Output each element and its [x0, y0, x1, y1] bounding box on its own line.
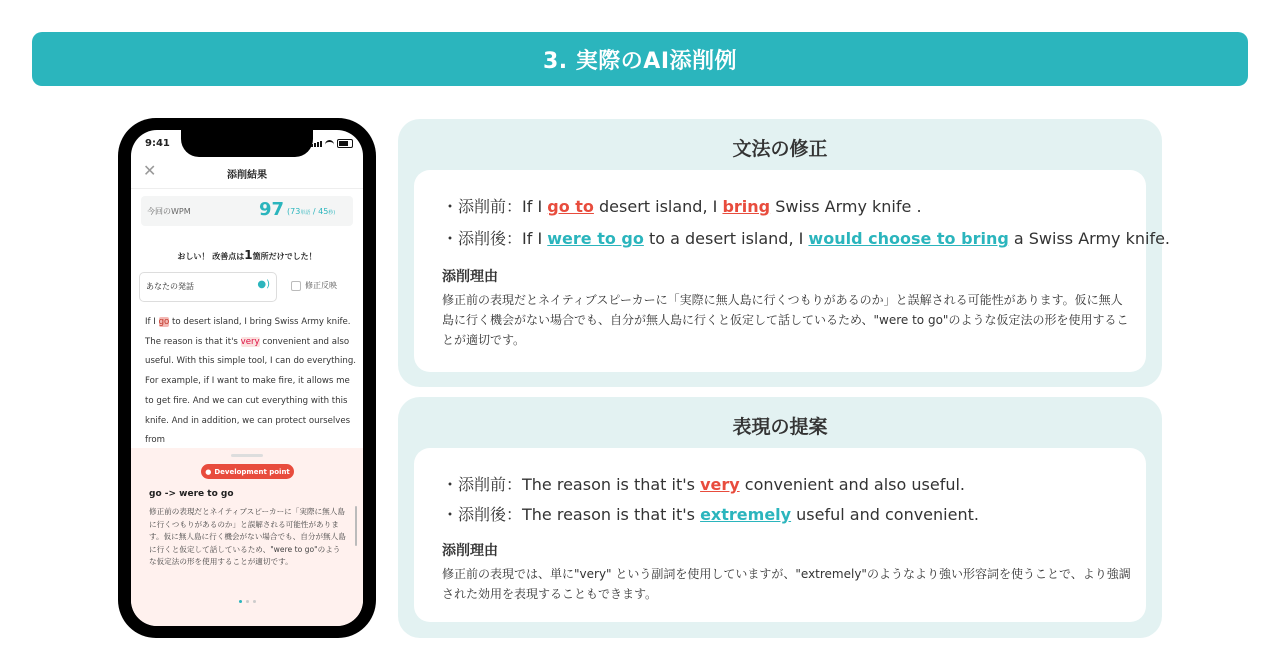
flame-icon: ● — [205, 467, 212, 476]
drag-handle[interactable] — [231, 454, 263, 457]
speech-label: あなたの発話 — [146, 282, 194, 291]
wpm-value: 97 — [259, 199, 285, 220]
status-time: 9:41 — [145, 138, 170, 149]
reflect-label: 修正反映 — [305, 281, 337, 290]
dev-description: 修正前の表現だとネイティブスピーカーに「実際に無人島に行くつもりがあるのか」と誤解される可能性があります。仮に無人島に行く機会がない場合でも、自分が無人島に行くと仮定して話しているため、"were to go"のような仮定法の形を使用することが適切です。 — [149, 507, 346, 566]
nav-title: 添削結果 — [227, 170, 267, 181]
essay-text: If I go to desert island, I bring Swiss Army knife. The reason is that it's very convenient and also useful. With this simple tool, I can do everything. For example, if I want to make fire, it allows me to get fire. And we can cut everything with this knife. And in addition, we can protect ourselves from — [145, 317, 357, 446]
grammar-reason-title: 添削理由 — [442, 269, 498, 285]
scrollbar[interactable] — [355, 506, 357, 546]
audio-play-icon[interactable]: ●) — [257, 279, 270, 290]
feedback-sheet — [131, 448, 363, 626]
battery-icon — [337, 139, 353, 148]
praise-message: おしい！ 改善点は1箇所だけでした！ — [177, 248, 317, 262]
phone-mockup — [118, 118, 376, 638]
section-title: 3. 実際のAI添削例 — [542, 48, 738, 74]
dev-title: go -> were to go — [149, 489, 234, 499]
expression-content — [414, 448, 1146, 622]
phone-notch — [181, 130, 313, 157]
grammar-title: 文法の修正 — [732, 138, 828, 160]
signal-icon — [311, 141, 322, 147]
grammar-card — [398, 119, 1170, 387]
reflect-checkbox[interactable] — [291, 280, 337, 291]
page-dot[interactable] — [253, 600, 256, 603]
wifi-icon — [325, 140, 334, 147]
page-dot[interactable] — [246, 600, 249, 603]
section-banner — [32, 32, 1248, 86]
grammar-reason-text: 修正前の表現だとネイティブスピーカーに「実際に無人島に行くつもりがあるのか」と誤解される可能性があります。仮に無人島に行く機会がない場合でも、自分が無人島に行くと仮定して話しているため、"were to go"のような仮定法の形を使用することが適切です。 — [442, 293, 1129, 347]
expression-title: 表現の提案 — [732, 416, 828, 438]
checkbox-icon[interactable] — [291, 281, 301, 291]
expression-after: ・添削後：The reason is that it's extremely useful and convenient. — [442, 505, 979, 524]
nav-bar — [131, 158, 363, 189]
wpm-panel — [141, 196, 353, 226]
expression-reason-text: 修正前の表現では、単に"very" という副詞を使用していますが、"extremely"のようなより強い形容詞を使うことで、より強調された効用を表現することもできます。 — [442, 567, 1131, 601]
speech-toggle[interactable] — [139, 272, 277, 302]
highlight-error[interactable]: go — [158, 317, 170, 327]
wpm-label: 今回のWPM — [147, 207, 191, 216]
status-icons — [311, 139, 353, 148]
page-dot[interactable] — [239, 600, 242, 603]
wpm-breakdown: (73単語 / 45秒) — [287, 207, 336, 216]
expression-card — [398, 397, 1162, 638]
highlight-suggestion[interactable]: very — [240, 336, 260, 347]
grammar-after: ・添削後：If I were to go to a desert island, I would choose to bring a Swiss Army knife. — [442, 229, 1170, 248]
phone-screen — [131, 130, 363, 626]
expression-before: ・添削前：The reason is that it's very convenient and also useful. — [442, 475, 966, 494]
grammar-content — [414, 170, 1170, 372]
close-icon[interactable]: ✕ — [143, 161, 157, 180]
grammar-before: ・添削前：If I go to desert island, I bring Swiss Army knife . — [442, 197, 922, 216]
expression-reason-title: 添削理由 — [442, 543, 498, 559]
development-point-badge: ● Development point — [201, 464, 294, 479]
page-dots — [131, 600, 363, 603]
